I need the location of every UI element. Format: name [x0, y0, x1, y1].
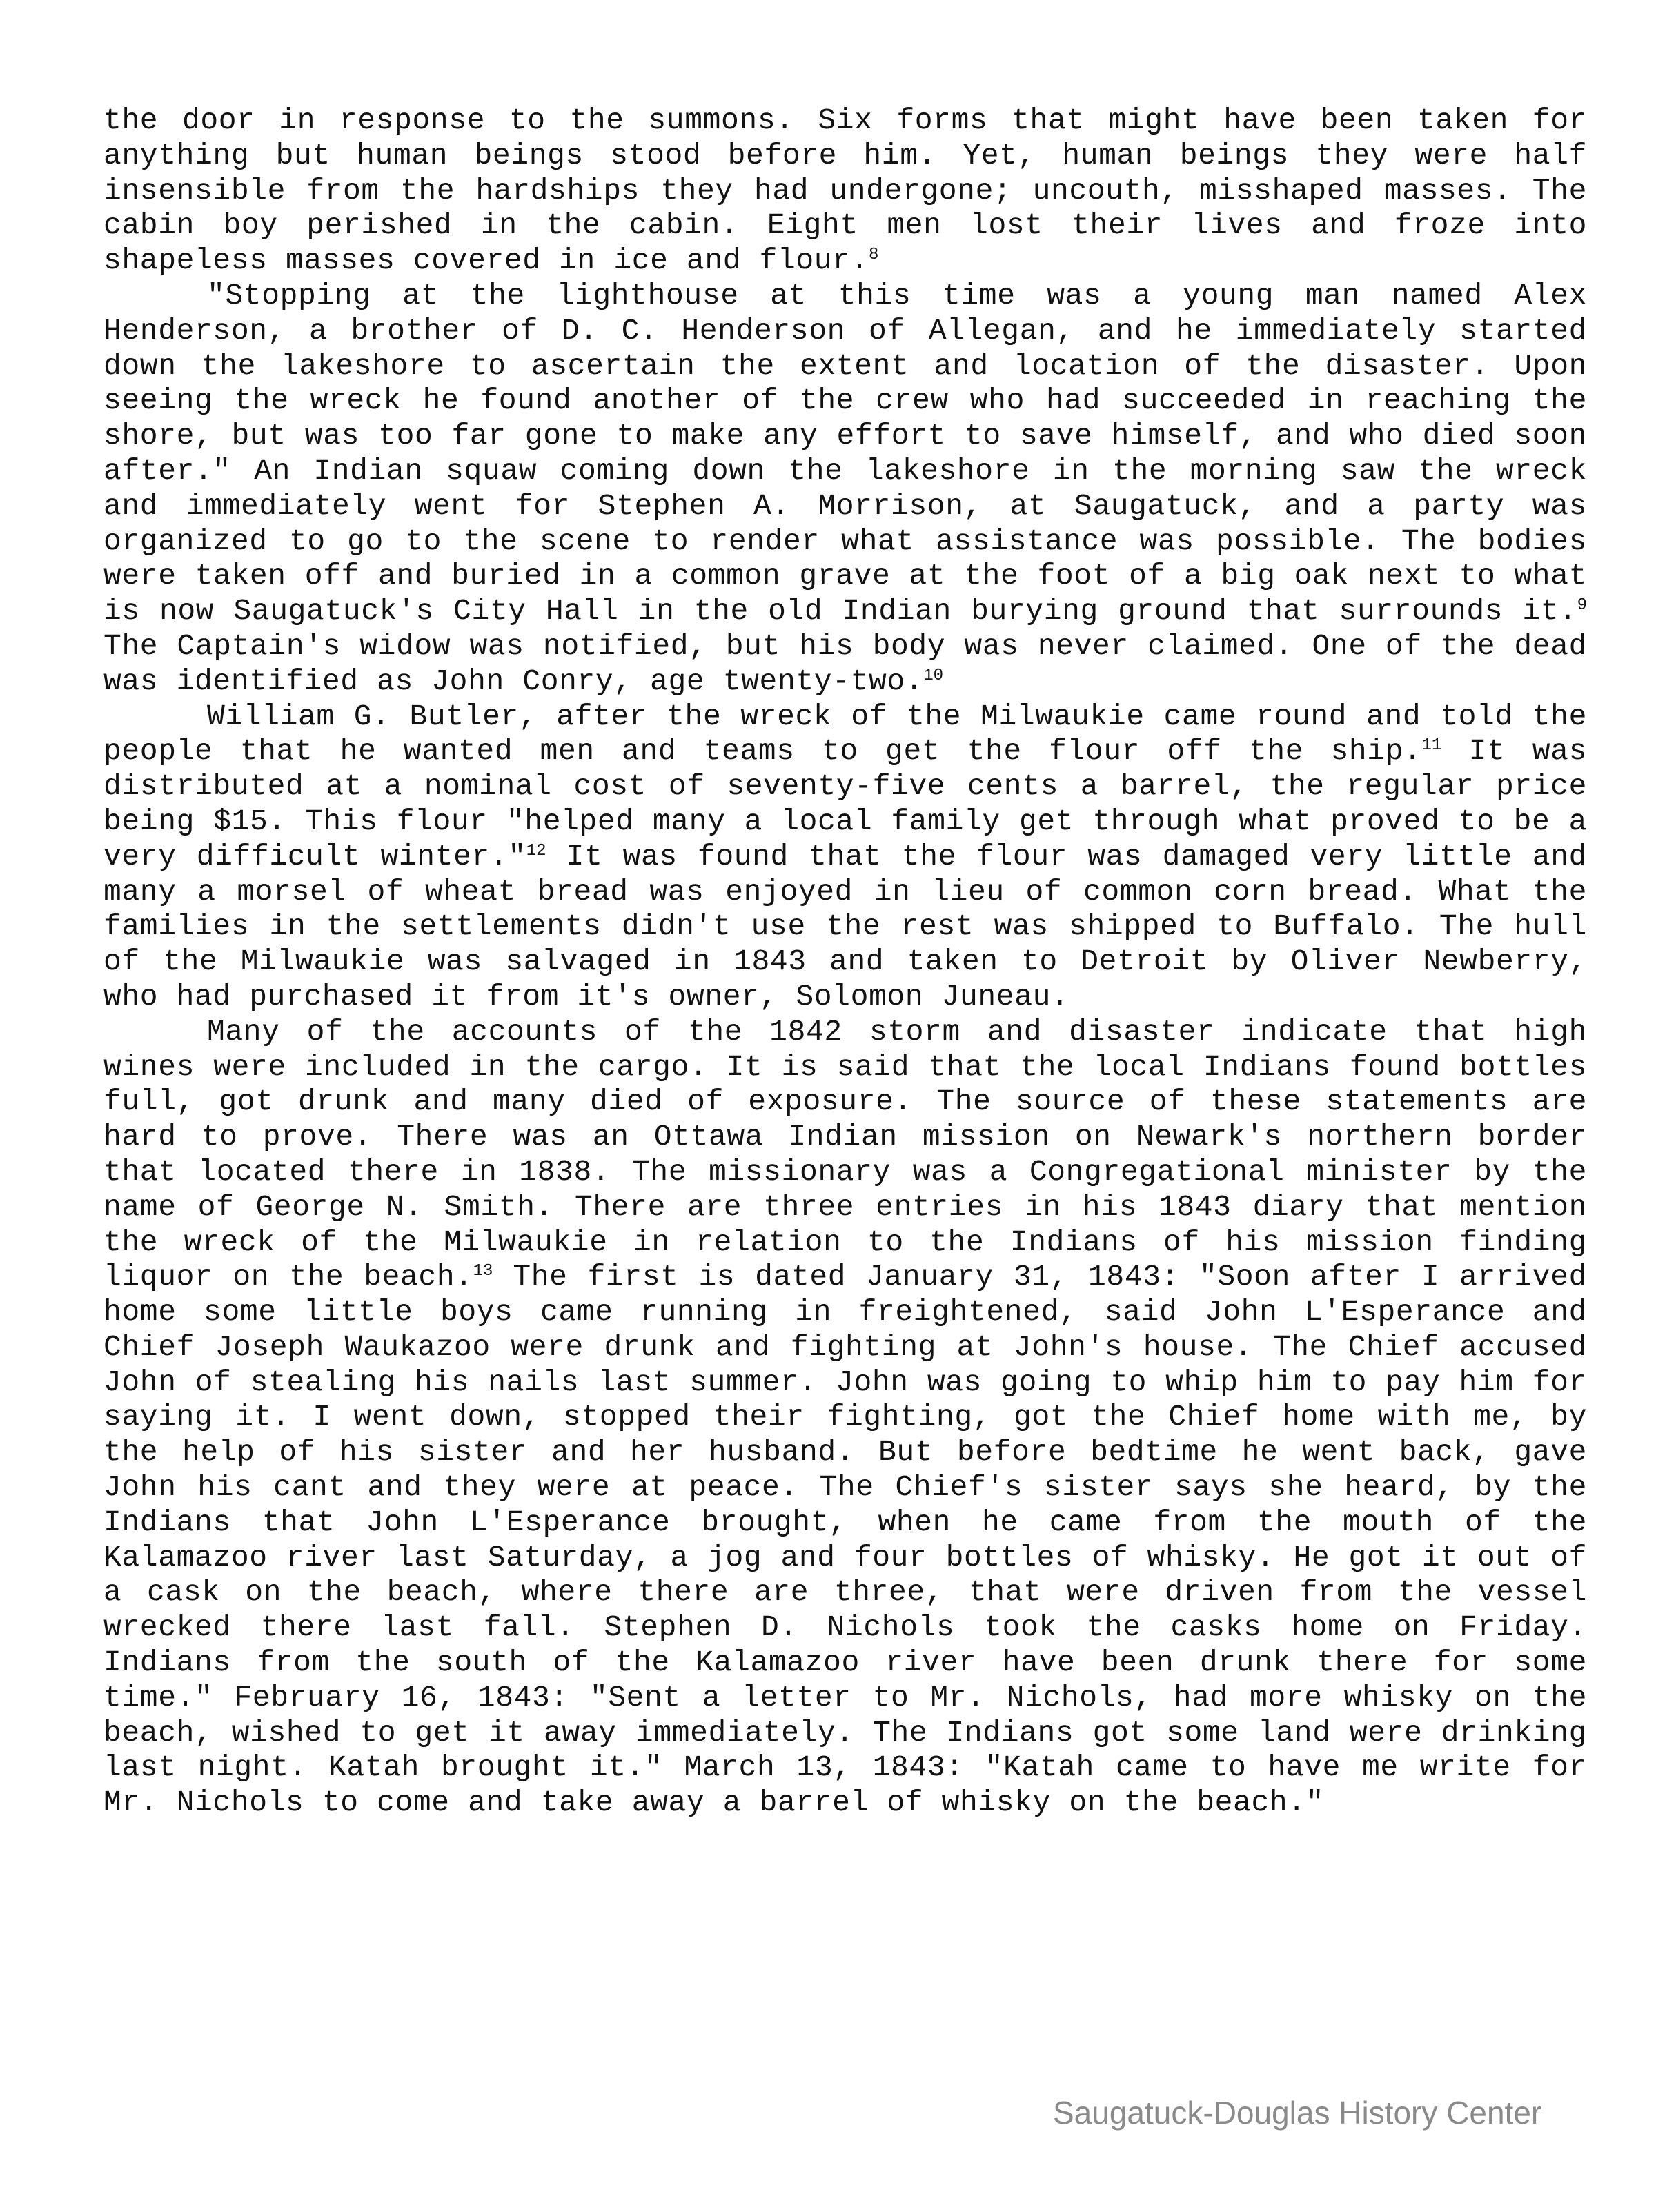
text-segment: Many of the accounts of the 1842 storm and disaster indicate that high wines were included in the cargo. It is said that the local Indians found bottles full, got drunk and many died of exposure. The source of these statements are hard to prove. There was an Ottawa Indian mission on Newark's northern border that located there in 1838. The missionary was a Congregational minister by the name of George N. Smith. There are three entries in his 1843 diary that mention the wreck of the Milwaukie in relation to the Indians of his mission finding liquor on the beach.: [103, 1014, 1587, 1294]
text-segment: It was distributed at a nominal cost of seventy-five cents a barrel, the regular price being $15. This flour "helped many a local family get through what proved to be a very difficult winter.": [103, 734, 1587, 873]
body-text: [103, 103, 1587, 1821]
text-segment: "Stopping at the lighthouse at this time was a young man named Alex Henderson, a brother of D. C. Henderson of Allegan, and he immediately started down the lakeshore to ascertain the extent and location of the disaster. Upon seeing the wreck he found another of the crew who had succeeded in reaching the shore, but was too far gone to make any effort to save himself, and who died soon after." An Indian squaw coming down the lakeshore in the morning saw the wreck and immediately went for Stephen A. Morrison, at Saugatuck, and a party was organized to go to the scene to render what assistance was possible. The bodies were taken off and buried in a common grave at the foot of a big oak next to what is now Saugatuck's City Hall in the old Indian burying ground that surrounds it.: [103, 278, 1587, 629]
text-segment: William G. Butler, after the wreck of the Milwaukie came round and told the people that he wanted men and teams to get the flour off the ship.: [103, 699, 1587, 769]
paragraph-3: [103, 700, 1587, 1015]
paragraph-2: [103, 279, 1587, 700]
footnote-ref-11: 11: [1421, 736, 1442, 756]
paragraph-4: [103, 1015, 1587, 1821]
text-segment: the door in response to the summons. Six forms that might have been taken for anything but human beings stood before him. Yet, human beings they were half insensible from the hardships they had undergone; uncouth, misshaped masses. The cabin boy perished in the cabin. Eight men lost their lives and froze into shapeless masses covered in ice and flour.: [103, 103, 1587, 278]
footnote-ref-9: 9: [1577, 596, 1587, 615]
paragraph-1: [103, 103, 1587, 279]
text-segment: The first is dated January 31, 1843: "Soon after I arrived home some little boys came running in freightened, said John L'Esperance and Chief Joseph Waukazoo were drunk and fighting at John's house. The Chief accused John of stealing his nails last summer. John was going to whip him to pay him for saying it. I went down, stopped their fighting, got the Chief home with me, by the help of his sister and her husband. But before bedtime he went back, gave John his cant and they were at peace. The Chief's sister says she heard, by the Indians that John L'Esperance brought, when he came from the mouth of the Kalamazoo river last Saturday, a jog and four bottles of whisky. He got it out of a cask on the beach, where there are three, that were driven from the vessel wrecked there last fall. Stephen D. Nichols took the casks home on Friday. Indians from the south of the Kalamazoo river have been drunk there for some time." February 16, 1843: "Sent a letter to Mr. Nichols, had more whisky on the beach, wished to get it away immediately. The Indians got some land were drinking last night. Katah brought it." March 13, 1843: "Katah came to have me write for Mr. Nichols to come and take away a barrel of whisky on the beach.": [103, 1260, 1587, 1820]
footnote-ref-10: 10: [923, 666, 944, 685]
text-segment: It was found that the flour was damaged very little and many a morsel of wheat bread was enjoyed in lieu of common corn bread. What the families in the settlements didn't use the rest was shipped to Buffalo. The hull of the Milwaukie was salvaged in 1843 and taken to Detroit by Oliver Newberry, who had purchased it from it's owner, Solomon Juneau.: [103, 839, 1588, 1014]
footnote-ref-13: 13: [473, 1262, 493, 1281]
footnote-ref-12: 12: [526, 841, 546, 860]
footnote-ref-8: 8: [868, 246, 879, 265]
text-segment: The Captain's widow was notified, but his body was never claimed. One of the dead was identified as John Conry, age twenty-two.: [103, 629, 1587, 698]
history-center-watermark: Saugatuck-Douglas History Center: [1053, 2095, 1542, 2131]
